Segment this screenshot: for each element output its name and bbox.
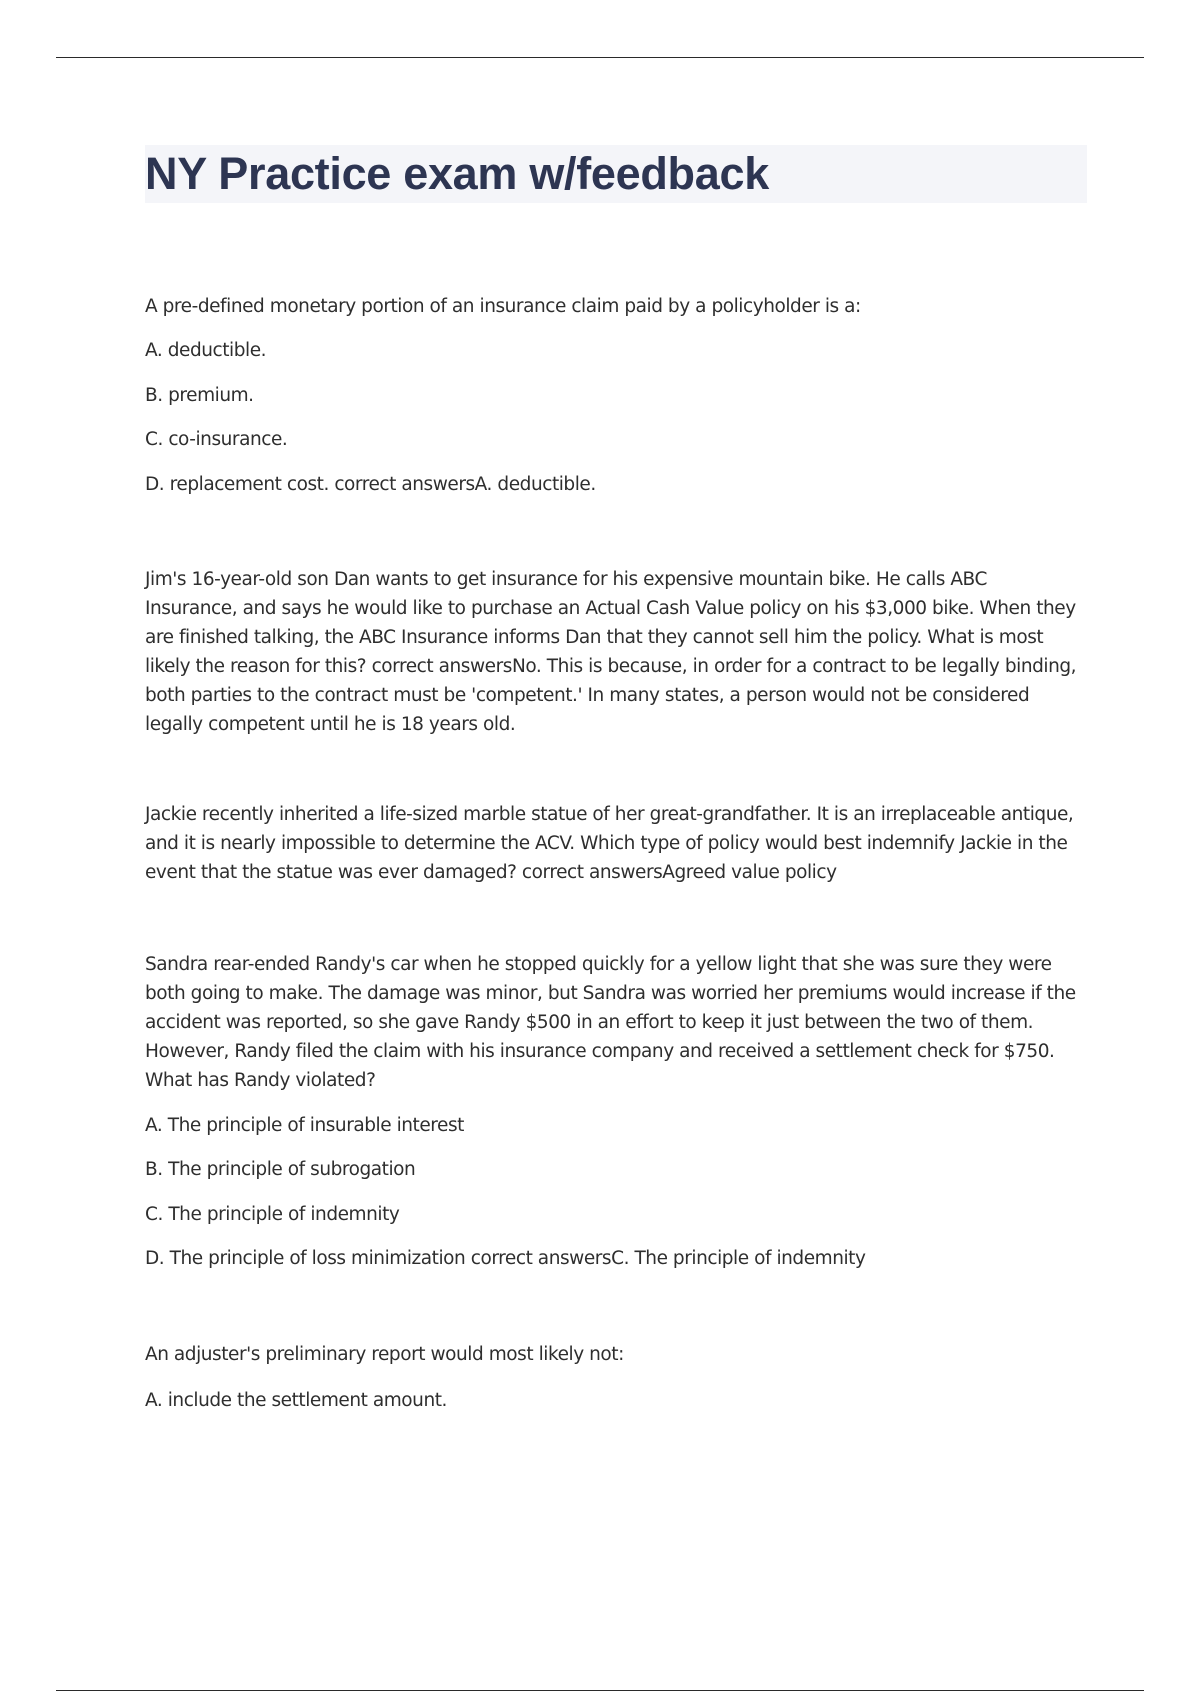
question-4-line-1: Sandra rear-ended Randy's car when he stopped quickly for a yellow light that she was sure they were [145,954,1052,975]
question-5-prompt: An adjuster's preliminary report would most likely not: [145,1344,624,1365]
question-4-option-c: C. The principle of indemnity [145,1204,400,1225]
question-1-option-c: C. co-insurance. [145,429,288,450]
question-4-line-3: accident was reported, so she gave Randy $500 in an effort to keep it just between the two of them. [145,1012,1034,1033]
question-2-line-2: Insurance, and says he would like to purchase an Actual Cash Value policy on his $3,000 bike. When they [145,598,1076,619]
question-4-line-5: What has Randy violated? [145,1070,376,1091]
document-title: NY Practice exam w/feedback [145,148,769,199]
question-3-line-1: Jackie recently inherited a life-sized marble statue of her great-grandfather. It is an irreplaceable antique, [145,804,1074,825]
header-rule [56,57,1144,58]
question-4 [145,950,1090,1273]
question-2 [145,565,1090,739]
question-4-line-4: However, Randy filed the claim with his insurance company and received a settlement check for $750. [145,1041,1055,1062]
question-4-option-a: A. The principle of insurable interest [145,1115,464,1136]
question-1-option-d: D. replacement cost. correct answersA. deductible. [145,474,596,495]
question-1-option-b: B. premium. [145,385,254,406]
question-1-option-a: A. deductible. [145,340,267,361]
question-3-line-3: event that the statue was ever damaged? correct answersAgreed value policy [145,862,837,883]
question-4-option-b: B. The principle of subrogation [145,1159,416,1180]
question-4-option-d: D. The principle of loss minimization correct answersC. The principle of indemnity [145,1248,866,1269]
question-1-prompt: A pre-defined monetary portion of an insurance claim paid by a policyholder is a: [145,296,861,317]
question-4-line-2: both going to make. The damage was minor, but Sandra was worried her premiums would increase if the [145,983,1076,1004]
question-5-option-a: A. include the settlement amount. [145,1390,447,1411]
footer-rule [56,1690,1144,1691]
question-3-line-2: and it is nearly impossible to determine the ACV. Which type of policy would best indemnify Jackie in the [145,833,1068,854]
question-5 [145,1340,1090,1415]
question-1 [145,292,1090,499]
question-3 [145,800,1090,887]
question-2-line-5: both parties to the contract must be 'competent.' In many states, a person would not be considered [145,685,1030,706]
question-2-line-6: legally competent until he is 18 years old. [145,714,516,735]
question-2-line-3: are finished talking, the ABC Insurance informs Dan that they cannot sell him the policy. What is most [145,627,1044,648]
question-2-line-4: likely the reason for this? correct answersNo. This is because, in order for a contract to be legally binding, [145,656,1077,677]
question-2-line-1: Jim's 16-year-old son Dan wants to get insurance for his expensive mountain bike. He calls ABC [145,569,987,590]
